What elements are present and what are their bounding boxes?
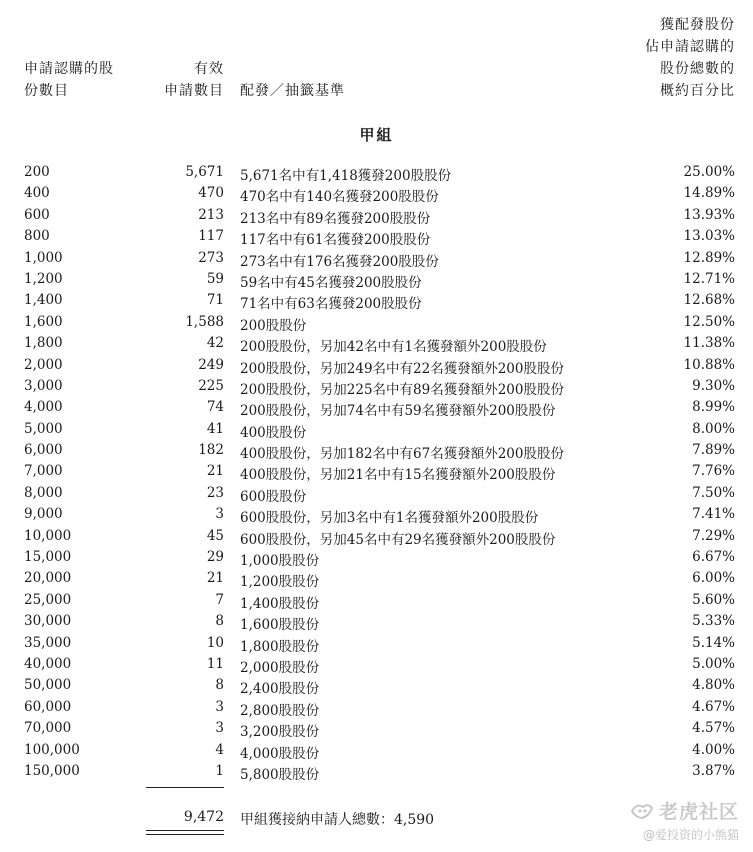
row-percentage: 7.89% bbox=[692, 442, 735, 459]
row-percentage: 12.71% bbox=[683, 270, 735, 287]
total-double-rule-bottom bbox=[146, 834, 224, 835]
row-subscribed-shares: 1,000 bbox=[24, 249, 63, 266]
row-subscribed-shares: 1,600 bbox=[24, 313, 63, 330]
row-valid-applications: 8 bbox=[215, 677, 224, 694]
row-percentage: 6.00% bbox=[692, 570, 735, 587]
row-percentage: 13.93% bbox=[683, 206, 735, 223]
table-row bbox=[0, 675, 753, 696]
row-percentage: 5.33% bbox=[692, 613, 735, 630]
row-allocation-basis: 200股股份，另加42名中有1名獲發額外200股股份 bbox=[240, 339, 547, 356]
row-percentage: 12.89% bbox=[683, 249, 735, 266]
row-percentage: 4.80% bbox=[692, 677, 735, 694]
row-valid-applications: 249 bbox=[198, 356, 224, 373]
total-accepted-applicants: 甲組獲接納申請人總數：4,590 bbox=[240, 812, 435, 828]
row-percentage: 4.67% bbox=[692, 698, 735, 715]
row-percentage: 12.50% bbox=[683, 313, 735, 330]
row-subscribed-shares: 100,000 bbox=[24, 741, 80, 758]
row-valid-applications: 59 bbox=[206, 270, 224, 287]
table-row bbox=[0, 654, 753, 675]
row-percentage: 8.00% bbox=[692, 420, 735, 437]
row-subscribed-shares: 200 bbox=[24, 164, 50, 180]
table-row bbox=[0, 483, 753, 504]
tiger-logo-icon bbox=[629, 802, 655, 820]
table-row bbox=[0, 205, 753, 226]
row-valid-applications: 23 bbox=[206, 484, 224, 501]
table-row bbox=[0, 355, 753, 376]
row-valid-applications: 5,671 bbox=[185, 164, 224, 180]
row-subscribed-shares: 35,000 bbox=[24, 634, 72, 651]
total-applications-count: 9,472 bbox=[183, 809, 224, 825]
row-percentage: 3.87% bbox=[692, 762, 735, 779]
row-subscribed-shares: 4,000 bbox=[24, 399, 63, 416]
table-row bbox=[0, 376, 753, 397]
table-row bbox=[0, 290, 753, 311]
row-subscribed-shares: 3,000 bbox=[24, 377, 63, 394]
row-allocation-basis: 200股股份，另加225名中有89名獲發額外200股股份 bbox=[240, 381, 564, 398]
header-valid-applications: 有效 申請數目 bbox=[164, 61, 224, 99]
row-allocation-basis: 3,200股股份 bbox=[240, 724, 320, 741]
row-valid-applications: 21 bbox=[206, 463, 224, 480]
table-row bbox=[0, 333, 753, 354]
row-valid-applications: 117 bbox=[198, 228, 224, 245]
table-row bbox=[0, 761, 753, 782]
row-valid-applications: 225 bbox=[198, 377, 224, 394]
row-allocation-basis: 200股股份，另加249名中有22名獲發額外200股股份 bbox=[240, 360, 564, 377]
row-valid-applications: 42 bbox=[206, 335, 224, 352]
row-subscribed-shares: 15,000 bbox=[24, 549, 72, 566]
row-allocation-basis: 200股股份，另加74名中有59名獲發額外200股股份 bbox=[240, 403, 556, 420]
row-valid-applications: 4 bbox=[215, 741, 224, 758]
row-percentage: 12.68% bbox=[683, 292, 735, 309]
row-subscribed-shares: 600 bbox=[24, 206, 50, 223]
row-percentage: 7.50% bbox=[692, 484, 735, 501]
row-subscribed-shares: 20,000 bbox=[24, 570, 72, 587]
subtotal-rule bbox=[146, 787, 224, 788]
row-percentage: 10.88% bbox=[683, 356, 735, 373]
header-allocation-basis: 配發／抽籤基準 bbox=[240, 83, 345, 99]
table-row bbox=[0, 547, 753, 568]
row-valid-applications: 213 bbox=[198, 206, 224, 223]
row-percentage: 9.30% bbox=[692, 377, 735, 394]
watermark-brand-text: 老虎社区 bbox=[658, 801, 739, 823]
table-row bbox=[0, 397, 753, 418]
row-valid-applications: 45 bbox=[206, 527, 224, 544]
row-allocation-basis: 600股股份，另加45名中有29名獲發額外200股股份 bbox=[240, 531, 556, 548]
row-percentage: 14.89% bbox=[683, 185, 735, 202]
row-valid-applications: 3 bbox=[215, 698, 224, 715]
row-subscribed-shares: 800 bbox=[24, 228, 50, 245]
row-allocation-basis: 5,671名中有1,418獲發200股股份 bbox=[240, 168, 452, 184]
row-subscribed-shares: 1,200 bbox=[24, 270, 63, 287]
table-row bbox=[0, 611, 753, 632]
row-allocation-basis: 400股股份 bbox=[240, 424, 307, 441]
row-valid-applications: 8 bbox=[215, 613, 224, 630]
row-percentage: 5.14% bbox=[692, 634, 735, 651]
row-allocation-basis: 200股股份 bbox=[240, 317, 307, 334]
row-subscribed-shares: 25,000 bbox=[24, 591, 72, 608]
table-row bbox=[0, 740, 753, 761]
row-allocation-basis: 600股股份 bbox=[240, 488, 307, 505]
table-row bbox=[0, 162, 753, 183]
row-subscribed-shares: 50,000 bbox=[24, 677, 72, 694]
table-row bbox=[0, 269, 753, 290]
row-valid-applications: 7 bbox=[215, 591, 224, 608]
row-allocation-basis: 470名中有140名獲發200股股份 bbox=[240, 189, 439, 206]
row-percentage: 11.38% bbox=[683, 335, 735, 352]
row-subscribed-shares: 6,000 bbox=[24, 442, 63, 459]
row-valid-applications: 470 bbox=[198, 185, 224, 202]
row-percentage: 13.03% bbox=[683, 228, 735, 245]
row-percentage: 8.99% bbox=[692, 399, 735, 416]
row-valid-applications: 29 bbox=[206, 549, 224, 566]
watermark-brand bbox=[629, 797, 739, 824]
row-subscribed-shares: 5,000 bbox=[24, 420, 63, 437]
row-allocation-basis: 1,800股股份 bbox=[240, 638, 320, 655]
row-percentage: 6.67% bbox=[692, 549, 735, 566]
group-title: 甲組 bbox=[359, 126, 394, 144]
table-row bbox=[0, 718, 753, 739]
row-subscribed-shares: 7,000 bbox=[24, 463, 63, 480]
row-allocation-basis: 71名中有63名獲發200股股份 bbox=[240, 296, 422, 313]
row-allocation-basis: 117名中有61名獲發200股股份 bbox=[240, 232, 431, 249]
table-row bbox=[0, 633, 753, 654]
row-subscribed-shares: 1,800 bbox=[24, 335, 63, 352]
row-allocation-basis: 59名中有45名獲發200股股份 bbox=[240, 274, 422, 291]
row-valid-applications: 1,588 bbox=[185, 313, 224, 330]
row-valid-applications: 1 bbox=[215, 762, 224, 779]
table-row bbox=[0, 226, 753, 247]
row-allocation-basis: 1,400股股份 bbox=[240, 595, 320, 612]
table-row bbox=[0, 440, 753, 461]
row-valid-applications: 74 bbox=[206, 399, 224, 416]
table-row bbox=[0, 461, 753, 482]
row-allocation-basis: 1,000股股份 bbox=[240, 553, 320, 570]
row-subscribed-shares: 150,000 bbox=[24, 762, 80, 779]
row-percentage: 7.29% bbox=[692, 527, 735, 544]
table-row bbox=[0, 419, 753, 440]
table-row bbox=[0, 312, 753, 333]
row-percentage: 5.00% bbox=[692, 655, 735, 672]
row-percentage: 4.00% bbox=[692, 741, 735, 758]
table-row bbox=[0, 697, 753, 718]
row-percentage: 25.00% bbox=[683, 164, 735, 180]
table-row bbox=[0, 568, 753, 589]
row-subscribed-shares: 2,000 bbox=[24, 356, 63, 373]
row-subscribed-shares: 60,000 bbox=[24, 698, 72, 715]
table-row bbox=[0, 183, 753, 204]
row-subscribed-shares: 30,000 bbox=[24, 613, 72, 630]
row-subscribed-shares: 10,000 bbox=[24, 527, 72, 544]
row-allocation-basis: 400股股份，另加21名中有15名獲發額外200股股份 bbox=[240, 467, 556, 484]
table-row bbox=[0, 504, 753, 525]
row-valid-applications: 3 bbox=[215, 720, 224, 737]
row-allocation-basis: 1,200股股份 bbox=[240, 574, 320, 591]
row-valid-applications: 21 bbox=[206, 570, 224, 587]
row-subscribed-shares: 8,000 bbox=[24, 484, 63, 501]
row-valid-applications: 3 bbox=[215, 506, 224, 523]
row-valid-applications: 41 bbox=[206, 420, 224, 437]
header-approx-percentage: 獲配發股份 佔申請認購的 股份總數的 概約百分比 bbox=[645, 17, 735, 99]
header-subscribed-shares: 申請認購的股 份數目 bbox=[24, 61, 114, 99]
row-percentage: 7.41% bbox=[692, 506, 735, 523]
row-allocation-basis: 2,400股股份 bbox=[240, 681, 320, 698]
row-allocation-basis: 4,000股股份 bbox=[240, 745, 320, 762]
row-percentage: 4.57% bbox=[692, 720, 735, 737]
total-double-rule-top bbox=[146, 830, 224, 831]
row-percentage: 5.60% bbox=[692, 591, 735, 608]
row-allocation-basis: 400股股份，另加182名中有67名獲發額外200股股份 bbox=[240, 446, 564, 463]
row-valid-applications: 273 bbox=[198, 249, 224, 266]
row-allocation-basis: 5,800股股份 bbox=[240, 766, 320, 783]
allocation-table bbox=[0, 162, 753, 782]
row-subscribed-shares: 40,000 bbox=[24, 655, 72, 672]
table-row bbox=[0, 248, 753, 269]
row-allocation-basis: 273名中有176名獲發200股股份 bbox=[240, 253, 439, 270]
row-subscribed-shares: 400 bbox=[24, 185, 50, 202]
table-row bbox=[0, 590, 753, 611]
row-subscribed-shares: 1,400 bbox=[24, 292, 63, 309]
row-allocation-basis: 213名中有89名獲發200股股份 bbox=[240, 210, 431, 227]
row-valid-applications: 11 bbox=[206, 655, 224, 672]
row-valid-applications: 182 bbox=[198, 442, 224, 459]
row-percentage: 7.76% bbox=[692, 463, 735, 480]
row-allocation-basis: 2,000股股份 bbox=[240, 659, 320, 676]
watermark-user: @爱投资的小熊猫 bbox=[642, 828, 739, 842]
row-subscribed-shares: 9,000 bbox=[24, 506, 63, 523]
row-allocation-basis: 600股股份，另加3名中有1名獲發額外200股股份 bbox=[240, 510, 539, 527]
row-allocation-basis: 2,800股股份 bbox=[240, 702, 320, 719]
row-subscribed-shares: 70,000 bbox=[24, 720, 72, 737]
table-row bbox=[0, 526, 753, 547]
row-valid-applications: 71 bbox=[206, 292, 224, 309]
row-valid-applications: 10 bbox=[206, 634, 224, 651]
row-allocation-basis: 1,600股股份 bbox=[240, 617, 320, 634]
